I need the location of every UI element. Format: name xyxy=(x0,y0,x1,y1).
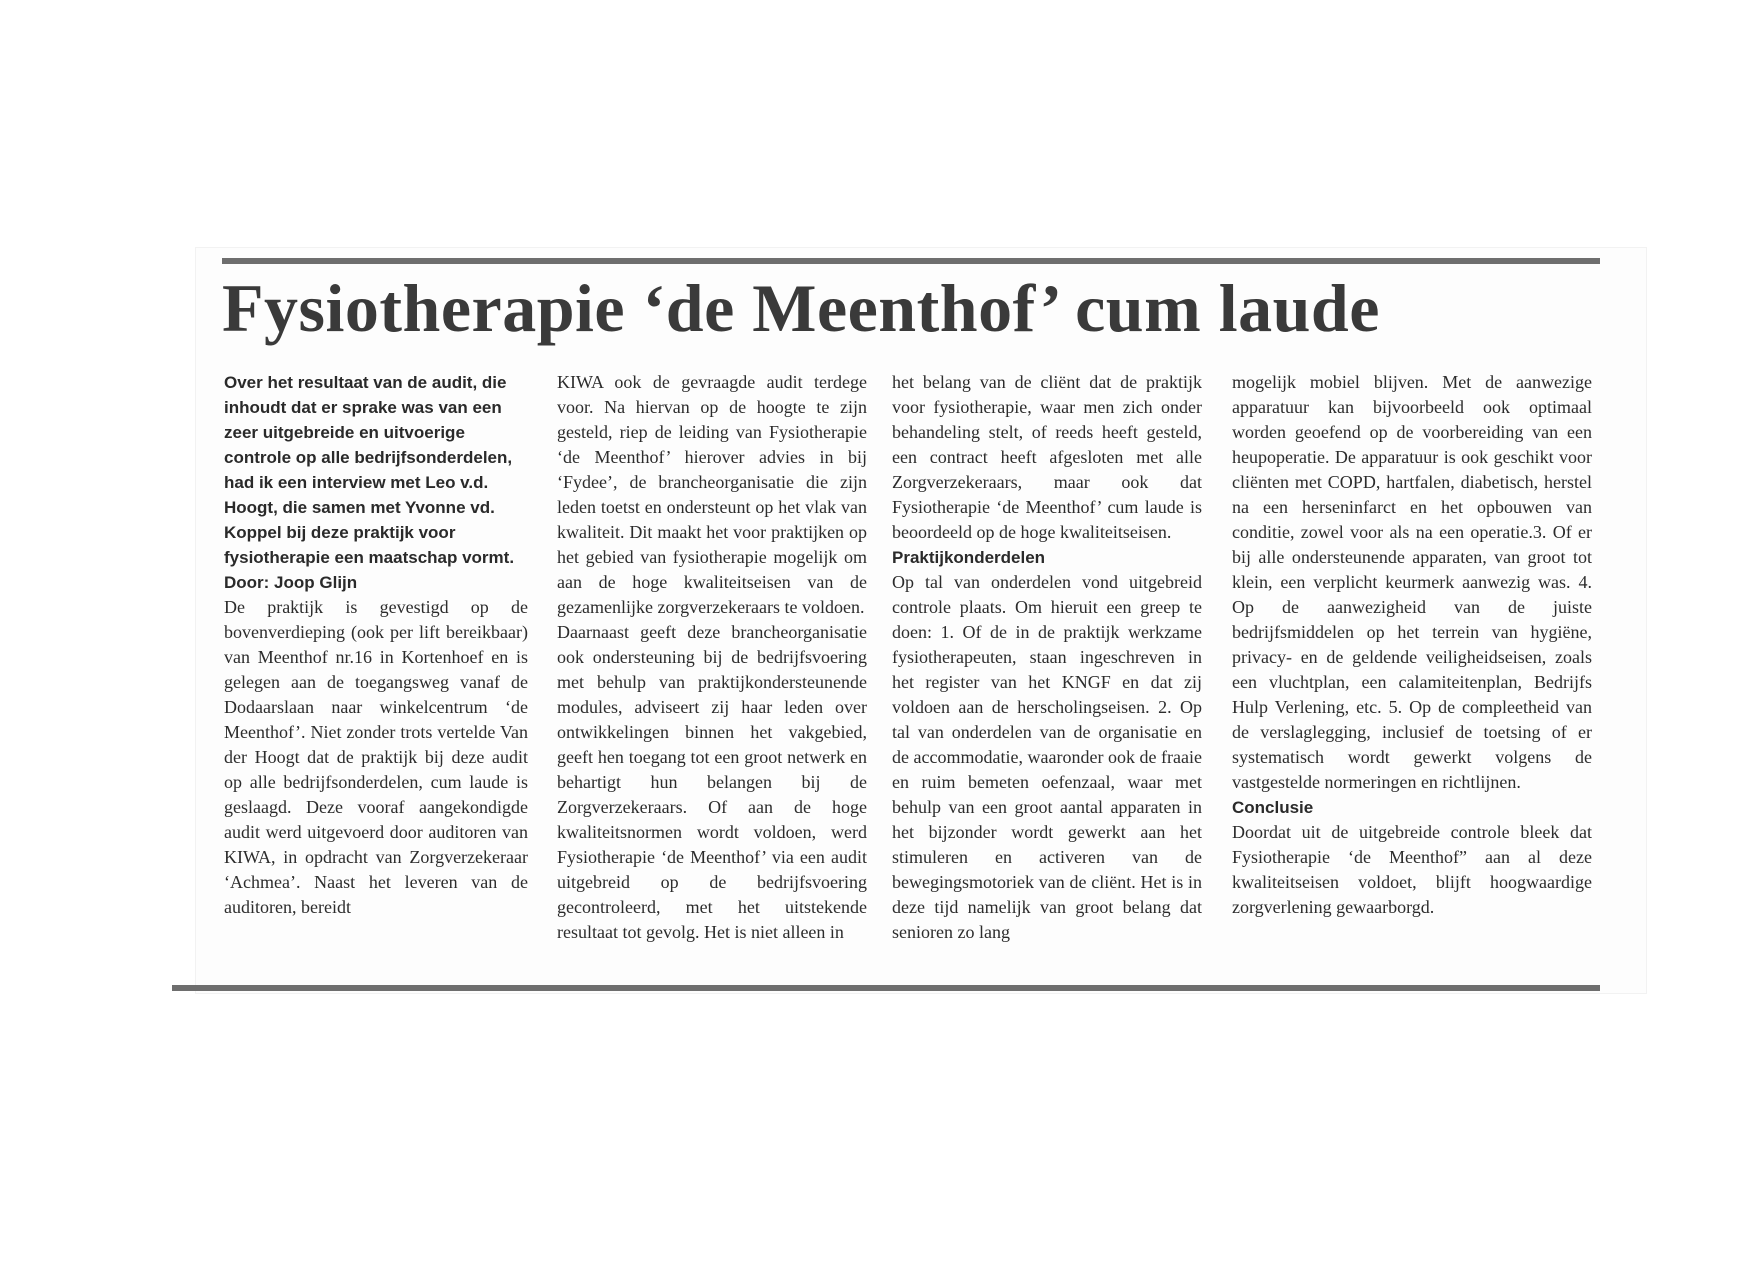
column-4 xyxy=(1232,370,1592,920)
body-paragraph: mogelijk mobiel blijven. Met de aanwezige apparatuur kan bijvoorbeeld ook optimaal worden geoefend op de voorbereiding van een heupoperatie. De apparatuur is ook geschikt voor cliënten met COPD, hartfalen, diabetisch, herstel na een herseninfarct en het opbouwen van conditie, zowel voor als na een operatie.3. Of er bij alle ondersteunende apparaten, van groot tot klein, een verplicht keurmerk aanwezig was. 4. Op de aanwezigheid van de juiste bedrijfsmiddelen op het terrein van hygiëne, privacy- en de geldende veiligheidseisen, zoals een vluchtplan, een calamiteitenplan, Bedrijfs Hulp Verlening, etc. 5. Op de compleetheid van de verslaglegging, inclusief de toetsing of er systematisch wordt gewerkt volgens de vastgestelde normeringen en richtlijnen. xyxy=(1232,372,1592,792)
column-3 xyxy=(892,370,1202,945)
top-rule xyxy=(222,258,1600,264)
byline: Door: Joop Glijn xyxy=(224,573,358,592)
column-1 xyxy=(224,370,528,920)
subheading-conclusie: Conclusie xyxy=(1232,798,1314,817)
body-paragraph: KIWA ook de gevraagde audit terdege voor. Na hiervan op de hoogte te zijn gesteld, riep de leiding van Fysiotherapie ‘de Meenthof’ hierover advies in bij ‘Fydee’, de brancheorganisatie die zijn leden toetst en ondersteunt op het vlak van kwaliteit. Dit maakt het voor praktijken op het gebied van fysiotherapie mogelijk om aan de hoge kwaliteitseisen van de gezamenlijke zorgverzekeraars te voldoen. xyxy=(557,372,867,617)
headline: Fysiotherapie ‘de Meenthof’ cum laude xyxy=(222,270,1380,346)
subheading-praktijkonderdelen: Praktijkonderdelen xyxy=(892,548,1046,567)
intro-paragraph: Over het resultaat van de audit, die inhoudt dat er sprake was van een zeer uitgebreide en uitvoerige controle op alle bedrijfsonderdelen, had ik een interview met Leo v.d. Hoogt, die samen met Yvonne vd. Koppel bij deze praktijk voor fysiotherapie een maatschap vormt. xyxy=(224,373,515,567)
column-2 xyxy=(557,370,867,945)
body-paragraph: Daarnaast geeft deze brancheorganisatie ook ondersteuning bij de bedrijfsvoering met behulp van praktijkondersteunende modules, adviseert zij haar leden over ontwikkelingen binnen het vakgebied, geeft hen toegang tot een groot netwerk en behartigt hun belangen bij de Zorgverzekeraars. Of aan de hoge kwaliteitsnormen wordt voldoen, werd Fysiotherapie ‘de Meenthof’ via een audit uitgebreid op de bedrijfsvoering gecontroleerd, met het uitstekende resultaat tot gevolg. Het is niet alleen in xyxy=(557,622,867,942)
bottom-rule xyxy=(172,985,1600,991)
body-paragraph: Doordat uit de uitgebreide controle bleek dat Fysiotherapie ‘de Meenthof” aan al deze kwaliteitseisen voldoet, blijft hoogwaardige zorgverlening gewaarborgd. xyxy=(1232,822,1592,917)
body-paragraph: het belang van de cliënt dat de praktijk voor fysiotherapie, waar men zich onder behandeling stelt, of reeds heeft gesteld, een contract heeft afgesloten met alle Zorgverzekeraars, maar ook dat Fysiotherapie ‘de Meenthof’ cum laude is beoordeeld op de hoge kwaliteitseisen. xyxy=(892,372,1202,542)
body-paragraph: De praktijk is gevestigd op de bovenverdieping (ook per lift bereikbaar) van Meenthof nr.16 in Kortenhoef en is gelegen aan de toegangsweg vanaf de Dodaarslaan naar winkelcentrum ‘de Meenthof’. Niet zonder trots vertelde Van der Hoogt dat de praktijk bij deze audit op alle bedrijfsonderdelen, cum laude is geslaagd. Deze vooraf aangekondigde audit werd uitgevoerd door auditoren van KIWA, in opdracht van Zorgverzekeraar ‘Achmea’. Naast het leveren van de auditoren, bereidt xyxy=(224,597,528,917)
body-paragraph: Op tal van onderdelen vond uitgebreid controle plaats. Om hieruit een greep te doen: 1. Of de in de praktijk werkzame fysiotherapeuten, staan ingeschreven in het register van het KNGF en dat zij voldoen aan de herscholingseisen. 2. Op tal van onderdelen van de organisatie en de accommodatie, waaronder ook de fraaie en ruim bemeten oefenzaal, waar met behulp van een groot aantal apparaten in het bijzonder wordt gewerkt aan het stimuleren en activeren van de bewegingsmotoriek van de cliënt. Het is in deze tijd namelijk van groot belang dat senioren zo lang xyxy=(892,572,1202,942)
